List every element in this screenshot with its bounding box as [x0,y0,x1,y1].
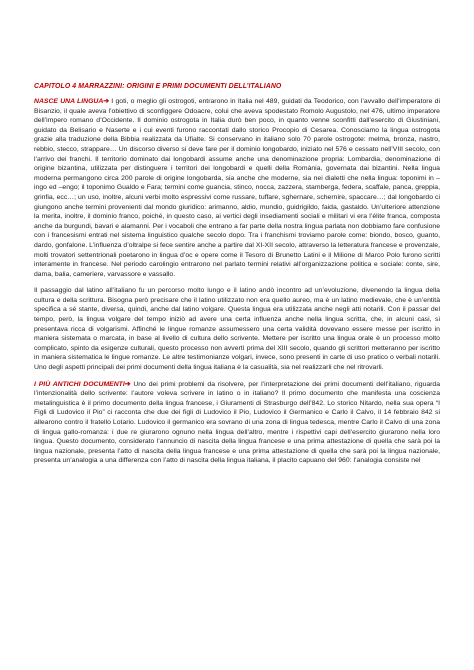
paragraph-text: I goti, o meglio gli ostrogoti, entrarono in Italia nel 489, guidati da Teodorico, con l’avvallo dell’imperatore di Bisanzio, il quale aveva l’obiettivo di sconfiggere Odoacre, colui che aveva spodestato Romolo Augustolo, nel 476, ultimo imperatore dell’impero romano d’Occidente. Il dominio ostrogota in Italia durò ben poco, in quanto venne sconfitti dall’esercito di Giustiniani, guidato da Belisario e Naserte e i cui eventi furono raccontati dallo storico Procopio di Cesarea. Conosciamo la lingua ostrogota grazie alla traduzione della Bibbia realizzata da Ufialte. Si conservano in italiano solo 70 parole ostrogote: melma, bronza, nastro, rebbio, stecco, strappare… Un discorso diverso si deve fare per il dominio longobardo, iniziato nel 576 e cessato nell’VIII secolo, con l’arrivo dei franchi. Il territorio dominato dai longobardi assume anche una denominazione propria: Lombardia, denominazione di origine bizantina, utilizzata per distinguere i territori dei longobardi e quelli della Romània, governata dai bizantini. Nella lingua moderna permangono circa 200 parole di origine longobarda, sia anche che moderne, sia nei dialetti che nella lingua: toponimi in –ingo ed –engo; il toponimo Gualdo e Fara; termini come guancia, stinco, nocca, zazzera, stamberga, federa, scaffale, panca, greppia, grinfia, ecc…; un uso, inoltre, alcuni verbi molto espressivi come russare, tuffare, sghernare, schernire, spaccare…; dal longobardo ci giungono anche termini provenienti dal mondo giuridico: arimanno, aldio, mundio, guidrigildo, faida, gastaldo. Un’ulteriore attenzione la merita, inoltre, il dominio franco, poiché, in questo caso, ai vertici degli insediamenti sociali e militari vi era l’élite franca, composta anche da burgundi, bavari e alamanni. Per i vocaboli che entrano a far parte della nostra lingua parlata non dobbiamo fare confusione con i francesismi entrati nel sistema linguistico qualche secolo dopo. Tra i franchismi troviamo parole come: biondo, bosco, guanto, dardo, gonfalone. L’influenza d’oltralpe si fece sentire anche a partire dal XI-XII secolo, attraverso la letteratura francese e provenzale, molti trovatori settentrionali poetarono in lingua d’oc e opere come il Tesoro di Brunetto Latini e il Milione di Marco Polo furono scritti interamente in francese. Nel periodo carolingio entrarono nel parlato termini relativi all’organizzazione politica e sociale: conte, sire, dama, balia, cameriere, varvassore e vassallo. [34,98,440,278]
paragraph-text: Uno dei primi problemi da risolvere, per l’interpretazione dei primi documenti dell’italiano, riguarda l’intenzionalità dello scrivente: l’autore voleva scrivere in latino o in italiano? Il primo documento che manifesta una coscienza metalinguistica è il primo documento della lingua francese, i Giuramenti di Strasburgo dell’842. Lo storico Nitardo, nella sua opera “I Figli di Ludovico il Pio” ci racconta che due dei figli di Ludovico il Pio, Ludovico il Germanico e Carlo il Calvo, il 14 febbraio 842 si allearono contro il fratello Lotario. Ludovico il germanico era sovrano di una zona di lingua tedesca, mentre Carlo il Calvo di una zona di lingua gallo-romanza: i due re giurarono ognuno nella lingua dell’altro, mentre i rispettivi capi dell’esercito giurarono nella loro lingua. Questo documento, considerato l’annuncio di nascita della lingua francese e una prima attestazione di quella che sarà poi la lingua nazionale, presenta l’atto di nascita della lingua francese e una prima attestazione di quella che sarà poi la lingua nazionale, presenta un’analogia a una differenza con l’atto di nascita della lingua italiana, il placito capuano del 960: l’analogia consiste nel [34,380,441,465]
paragraph-passaggio-latino [34,286,440,372]
section-heading-nasce-una-lingua: NASCE UNA LINGUA [34,98,104,105]
paragraph-nasce-una-lingua [34,97,440,279]
section-heading-antichi-documenti: I PIÙ ANTICHI DOCUMENTI [34,380,125,388]
arrow-icon: ➔ [124,380,131,388]
paragraph-antichi-documenti [34,380,440,466]
arrow-icon: ➔ [103,98,110,105]
chapter-title: CAPITOLO 4 MARRAZZINI: ORIGINI E PRIMI DOCUMENTI DELL’ITALIANO [34,83,282,90]
paragraph-text: Il passaggio dal latino all’italiano fu un percorso molto lungo e il latino andò incontro ad un’evoluzione, divenendo la lingua della cultura e della scrittura. Bisogna però precisare che il latino utilizzato non era quello aureo, ma è un latino medievale, che è un’entità specifica a sé stante, diversa, quindi, anche dal latino volgare. Questa lingua era utilizzata anche negli atti notarili. Con il passar del tempo, però, la lingua volgare del tempo iniziò ad avere una certa influenza anche nella lingua scritta, che, in alcuni casi, si presentava ricca di volgarismi. Affinché le lingue romanze assumessero una certa validità dovevano essere messe per iscritto in maniera sistemata o marcata, in base al livello di cultura dello scrivente. Mettere per iscritto una lingua orale è un processo molto complicato, spinto da esigenze culturali, questo processo non avvertì prima del XIII secolo, quando gli scrittori metteranno per iscritto in maniera sistematica le lingue romanze. Le altre testimonianze volgari, invece, sono presenti in carte di uso pratico o verbali notarili. Uno degli aspetti principali dei primi documenti della lingua italiana è la casualità, sia nel realizzarli che nel ritrovarli. [34,287,440,372]
